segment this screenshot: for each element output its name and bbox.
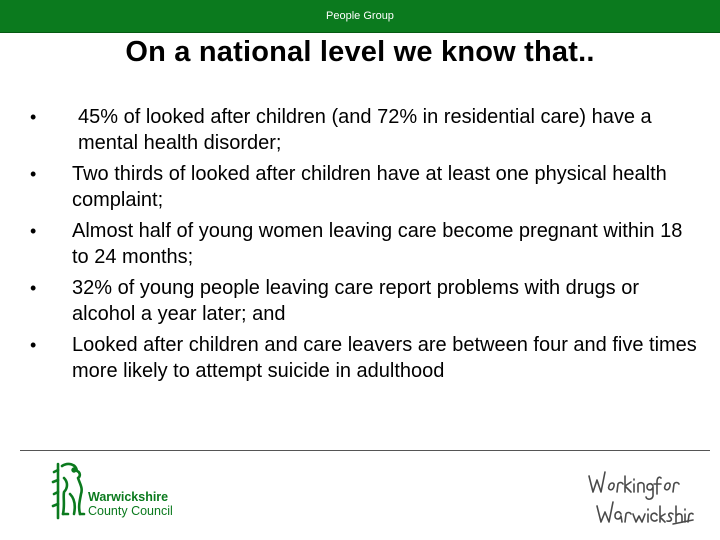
bullet-item [30,161,700,213]
handwritten-signature-logo [585,458,695,530]
bullet-item [30,104,700,156]
warwickshire-county-council-logo [50,458,190,524]
bullet-item [30,275,700,327]
bullet-text: Looked after children and care leavers are between four and five times more likely to attempt suicide in adulthood [72,334,697,382]
bullet-text: 32% of young people leaving care report problems with drugs or alcohol a year later; and [72,277,639,325]
council-name-line2: County Council [88,504,173,518]
header-band [0,0,720,33]
council-wordmark [88,490,173,518]
bullet-icon: • [30,335,37,355]
bullet-item [30,332,700,384]
header-band-text: People Group [326,10,394,22]
bullet-icon: • [30,221,37,241]
bullet-list [30,104,700,389]
bullet-text: Almost half of young women leaving care become pregnant within 18 to 24 months; [72,220,683,268]
bear-and-ragged-staff-icon [50,458,90,522]
bullet-item [30,218,700,270]
bullet-icon: • [30,164,37,184]
bullet-icon: • [30,278,37,298]
footer-divider [20,450,710,451]
bullet-icon: • [30,107,37,127]
council-name-line1: Warwickshire [88,490,169,504]
bullet-text: Two thirds of looked after children have at least one physical health complaint; [72,163,667,211]
slide-title: On a national level we know that.. [125,36,595,68]
working-for-warwickshire-logo [585,458,695,530]
bullet-text: 45% of looked after children (and 72% in residential care) have a mental health disorder; [78,106,652,154]
